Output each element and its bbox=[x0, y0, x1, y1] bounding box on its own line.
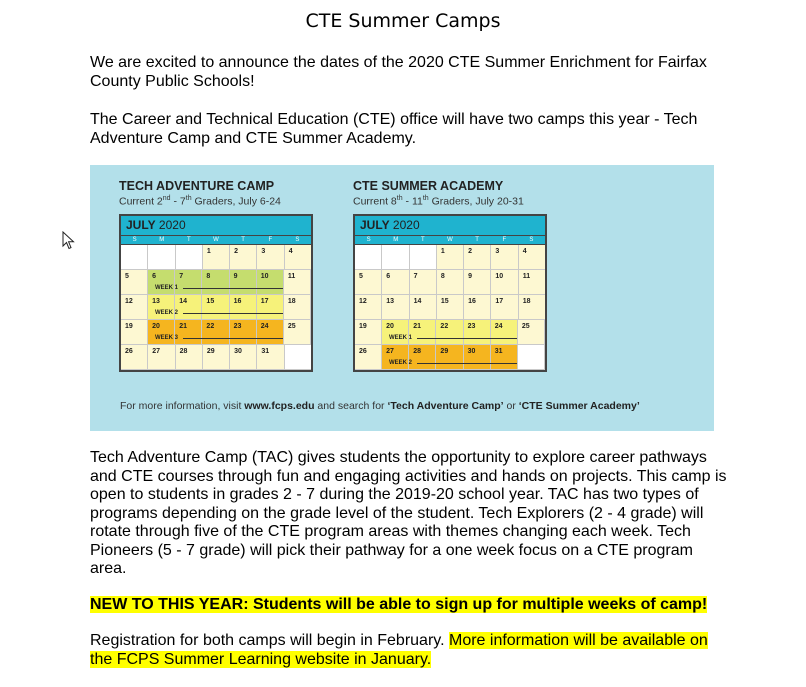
day-cell bbox=[410, 245, 437, 270]
day-cell: 31 bbox=[257, 345, 284, 370]
weekday: T bbox=[421, 237, 425, 243]
weekday: M bbox=[159, 237, 165, 243]
mouse-pointer-icon bbox=[62, 231, 76, 251]
day-cell: 24 bbox=[257, 320, 284, 345]
day-cell: 5 bbox=[121, 270, 148, 295]
registration-paragraph bbox=[90, 632, 730, 669]
weekday: T bbox=[475, 237, 479, 243]
day-cell: 15 bbox=[202, 295, 229, 320]
weekday: S bbox=[529, 237, 534, 243]
calendar-tech-adventure bbox=[119, 214, 313, 372]
day-cell: 30 bbox=[464, 345, 491, 370]
calendar-week bbox=[355, 295, 545, 320]
day-cell: 21 bbox=[175, 320, 202, 345]
camp2-subtitle: Current 8th - 11th Graders, July 20-31 bbox=[353, 195, 524, 208]
day-cell: 12 bbox=[121, 295, 148, 320]
camp2-name: CTE SUMMER ACADEMY bbox=[353, 179, 504, 193]
day-cell: 5 bbox=[355, 270, 382, 295]
weekday-row bbox=[355, 236, 545, 245]
day-cell: 8 bbox=[202, 270, 229, 295]
day-cell: 1 bbox=[437, 245, 464, 270]
weekday: F bbox=[502, 237, 507, 243]
intro-paragraph: We are excited to announce the dates of the 2020 CTE Summer Enrichment for Fairfax County Public Schools! bbox=[90, 54, 707, 90]
day-cell: 18 bbox=[284, 295, 311, 320]
day-cell: 13 bbox=[148, 295, 175, 320]
camp1-name: TECH ADVENTURE CAMP bbox=[119, 179, 275, 193]
calendar-week bbox=[355, 270, 545, 295]
week-line bbox=[183, 288, 283, 289]
day-cell: 20 bbox=[148, 320, 175, 345]
day-cell bbox=[518, 345, 545, 370]
day-cell: 9 bbox=[464, 270, 491, 295]
day-cell: 12 bbox=[355, 295, 382, 320]
day-cell: 23 bbox=[230, 320, 257, 345]
day-cell: 28 bbox=[409, 345, 436, 370]
day-cell: 16 bbox=[464, 295, 491, 320]
weekday: M bbox=[393, 237, 399, 243]
week-label: WEEK 1 bbox=[389, 335, 413, 341]
day-cell: 29 bbox=[436, 345, 463, 370]
day-cell bbox=[355, 245, 382, 270]
day-cell: 22 bbox=[436, 320, 463, 345]
day-cell: 14 bbox=[410, 295, 437, 320]
calendar-cte-summer-academy bbox=[353, 214, 547, 372]
day-cell: 17 bbox=[257, 295, 284, 320]
weekday: T bbox=[187, 237, 191, 243]
day-cell: 10 bbox=[257, 270, 284, 295]
day-cell: 25 bbox=[284, 320, 311, 345]
day-cell: 2 bbox=[230, 245, 257, 270]
tac-paragraph: Tech Adventure Camp (TAC) gives students the opportunity to explore career pathways and CTE courses through fun and engaging activities and hands on projects. This camp is open to students in grades 2 - 7 during the 2019-20 school year. TAC has two types of programs depending on the grade level of the student. Tech Explorers (2 - 4 grade) will rotate through five of the CTE program areas with themes changing each week. Tech Pioneers (5 - 7 grade) will pick their pathway for a one week focus on a CTE program area. bbox=[90, 449, 727, 577]
day-cell: 8 bbox=[437, 270, 464, 295]
day-cell bbox=[121, 245, 148, 270]
day-cell: 27 bbox=[148, 345, 175, 370]
day-cell bbox=[285, 345, 311, 370]
day-cell: 13 bbox=[382, 295, 409, 320]
calendar-week bbox=[355, 245, 545, 270]
day-cell: 27 bbox=[382, 345, 409, 370]
day-cell: 3 bbox=[257, 245, 284, 270]
registration-highlight: More information will be available on the FCPS Summer Learning website in January. bbox=[90, 632, 708, 668]
day-cell: 7 bbox=[410, 270, 437, 295]
day-cell: 24 bbox=[491, 320, 518, 345]
day-cell: 1 bbox=[203, 245, 230, 270]
day-cell bbox=[176, 245, 203, 270]
calendar-month-header: JULY 2020 bbox=[121, 216, 311, 236]
day-cell: 4 bbox=[285, 245, 311, 270]
weekday: S bbox=[366, 237, 371, 243]
document-title: CTE Summer Camps bbox=[305, 10, 501, 32]
week-label: WEEK 2 bbox=[155, 310, 179, 316]
day-cell: 4 bbox=[519, 245, 545, 270]
week-label: WEEK 2 bbox=[389, 360, 413, 366]
weekday-row bbox=[121, 236, 311, 245]
day-cell: 6 bbox=[382, 270, 409, 295]
more-info-line: For more information, visit www.fcps.edu and search for ‘Tech Adventure Camp’ or ‘CTE Summer Academy’ bbox=[120, 400, 640, 412]
day-cell: 19 bbox=[355, 320, 382, 345]
week-label: WEEK 1 bbox=[155, 285, 179, 291]
day-cell: 25 bbox=[518, 320, 545, 345]
week-label: WEEK 3 bbox=[155, 335, 179, 341]
day-cell: 21 bbox=[409, 320, 436, 345]
calendar-week bbox=[121, 345, 311, 370]
calendar-week bbox=[121, 295, 311, 320]
day-cell: 14 bbox=[175, 295, 202, 320]
day-cell: 31 bbox=[491, 345, 518, 370]
calendar-week bbox=[355, 345, 545, 370]
calendar-week bbox=[121, 270, 311, 295]
day-cell bbox=[382, 245, 409, 270]
week-line bbox=[417, 363, 517, 364]
weekday: T bbox=[241, 237, 245, 243]
day-cell bbox=[148, 245, 175, 270]
weekday: W bbox=[213, 237, 219, 243]
new-this-year-highlight: NEW TO THIS YEAR: Students will be able to sign up for multiple weeks of camp! bbox=[90, 596, 708, 613]
day-cell: 18 bbox=[519, 295, 545, 320]
weekday: S bbox=[132, 237, 137, 243]
weekday: W bbox=[447, 237, 453, 243]
day-cell: 29 bbox=[203, 345, 230, 370]
day-cell: 17 bbox=[491, 295, 518, 320]
day-cell: 10 bbox=[491, 270, 518, 295]
day-cell: 7 bbox=[175, 270, 202, 295]
day-cell: 28 bbox=[176, 345, 203, 370]
day-cell: 15 bbox=[437, 295, 464, 320]
day-cell: 19 bbox=[121, 320, 148, 345]
camp1-subtitle: Current 2nd - 7th Graders, July 6-24 bbox=[119, 195, 281, 208]
weekday: S bbox=[295, 237, 300, 243]
calendar-week bbox=[121, 320, 311, 345]
day-cell: 16 bbox=[230, 295, 257, 320]
office-paragraph: The Career and Technical Education (CTE) office will have two camps this year - Tech Adventure Camp and CTE Summer Academy. bbox=[90, 111, 698, 147]
day-cell: 3 bbox=[491, 245, 518, 270]
week-line bbox=[183, 313, 283, 314]
day-cell: 6 bbox=[148, 270, 175, 295]
day-cell: 2 bbox=[464, 245, 491, 270]
day-cell: 11 bbox=[284, 270, 311, 295]
week-line bbox=[183, 338, 283, 339]
day-cell: 26 bbox=[355, 345, 382, 370]
day-cell: 26 bbox=[121, 345, 148, 370]
registration-text: Registration for both camps will begin in February. bbox=[90, 632, 445, 649]
day-cell: 23 bbox=[464, 320, 491, 345]
calendar-week bbox=[355, 320, 545, 345]
day-cell: 22 bbox=[202, 320, 229, 345]
day-cell: 30 bbox=[230, 345, 257, 370]
day-cell: 11 bbox=[519, 270, 545, 295]
calendar-month-header: JULY 2020 bbox=[355, 216, 545, 236]
new-this-year-paragraph bbox=[90, 596, 730, 615]
day-cell: 20 bbox=[382, 320, 409, 345]
week-line bbox=[417, 338, 517, 339]
day-cell: 9 bbox=[230, 270, 257, 295]
camp-calendar-graphic bbox=[90, 165, 714, 431]
weekday: F bbox=[268, 237, 273, 243]
calendar-week bbox=[121, 245, 311, 270]
